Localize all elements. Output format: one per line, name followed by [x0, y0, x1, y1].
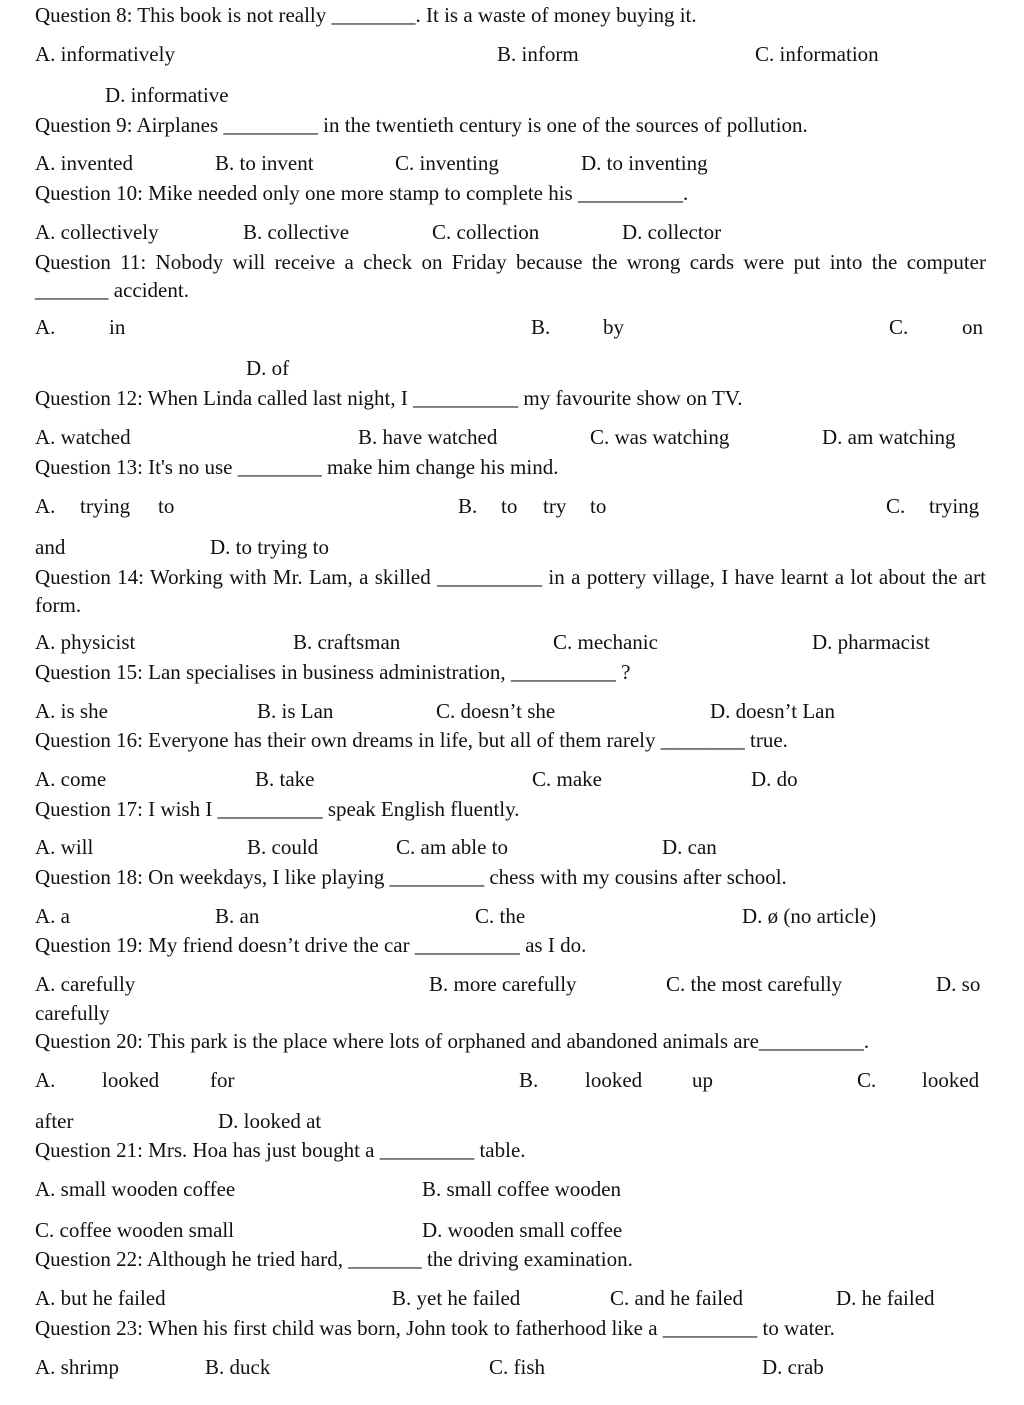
question-20-option-b-word1: looked	[585, 1068, 643, 1092]
question-9-option-b: B. to invent	[215, 151, 314, 175]
question-18-option-c: C. the	[475, 904, 526, 928]
question-20-stem: Question 20: This park is the place where lots of orphaned and abandoned animals are__________.	[35, 1029, 870, 1053]
question-13-option-c-word1: trying	[929, 494, 980, 518]
question-20-option-a-word1: looked	[102, 1068, 160, 1092]
question-15-stem: Question 15: Lan specialises in business administration, __________ ?	[35, 660, 631, 684]
question-13-option-b-word2: try	[543, 494, 567, 518]
question-13-option-b-letter: B.	[458, 494, 478, 518]
question-19-option-a: A. carefully	[35, 972, 136, 996]
question-9-option-d: D. to inventing	[581, 151, 708, 175]
question-11-option-d: D. of	[246, 356, 290, 380]
question-10-option-d: D. collector	[622, 220, 722, 244]
question-16-option-b: B. take	[255, 767, 315, 791]
question-23-option-a: A. shrimp	[35, 1355, 119, 1379]
question-10-stem: Question 10: Mike needed only one more stamp to complete his __________.	[35, 181, 689, 205]
question-10-option-c: C. collection	[432, 220, 540, 244]
question-18-option-a: A. a	[35, 904, 70, 928]
question-14-option-c: C. mechanic	[553, 630, 658, 654]
question-21-option-a: A. small wooden coffee	[35, 1177, 236, 1201]
question-13-option-b-word3: to	[590, 494, 607, 518]
question-22-option-c: C. and he failed	[610, 1286, 743, 1310]
question-8-option-a: A. informatively	[35, 42, 175, 66]
question-19-option-c: C. the most carefully	[666, 972, 843, 996]
question-13-option-c-word2: and	[35, 535, 66, 559]
question-16-option-a: A. come	[35, 767, 107, 791]
question-11-option-c-letter: C.	[889, 315, 909, 339]
question-12-option-c: C. was watching	[590, 425, 730, 449]
question-13-option-a-word2: to	[158, 494, 175, 518]
question-18-option-d: D. ø (no article)	[742, 904, 877, 928]
question-8-option-c: C. information	[755, 42, 879, 66]
question-9-option-c: C. inventing	[395, 151, 499, 175]
question-13-stem: Question 13: It's no use ________ make him change his mind.	[35, 455, 559, 479]
question-20-option-d: D. looked at	[218, 1109, 322, 1133]
question-21-option-c: C. coffee wooden small	[35, 1218, 235, 1242]
question-9-stem: Question 9: Airplanes _________ in the twentieth century is one of the sources of pollution.	[35, 113, 808, 137]
question-10-option-a: A. collectively	[35, 220, 159, 244]
question-11-stem: Question 11: Nobody will receive a check on Friday because the wrong cards were put into the computer _______ accident.	[35, 250, 986, 302]
question-20-option-c-word1: looked	[922, 1068, 980, 1092]
question-16-option-c: C. make	[532, 767, 602, 791]
question-20-option-c-letter: C.	[857, 1068, 877, 1092]
question-15-option-b: B. is Lan	[257, 699, 334, 723]
question-23-option-b: B. duck	[205, 1355, 271, 1379]
question-20-option-a-letter: A.	[35, 1068, 56, 1092]
question-13-option-b-word1: to	[501, 494, 518, 518]
question-19-stem: Question 19: My friend doesn’t drive the car __________ as I do.	[35, 933, 587, 957]
question-17-option-a: A. will	[35, 835, 94, 859]
question-15-option-c: C. doesn’t she	[436, 699, 556, 723]
question-17-option-b: B. could	[247, 835, 319, 859]
question-11-option-b-text: by	[603, 315, 624, 339]
question-12-option-d: D. am watching	[822, 425, 956, 449]
question-20-option-a-word2: for	[210, 1068, 235, 1092]
question-12-stem: Question 12: When Linda called last night, I __________ my favourite show on TV.	[35, 386, 743, 410]
question-22-stem: Question 22: Although he tried hard, _______ the driving examination.	[35, 1247, 633, 1271]
question-17-option-c: C. am able to	[396, 835, 508, 859]
question-12-option-a: A. watched	[35, 425, 131, 449]
question-21-stem: Question 21: Mrs. Hoa has just bought a _________ table.	[35, 1138, 526, 1162]
question-20-option-b-word2: up	[692, 1068, 713, 1092]
question-21-option-b: B. small coffee wooden	[422, 1177, 622, 1201]
question-14-option-a: A. physicist	[35, 630, 136, 654]
question-19-option-d: D. so	[936, 972, 981, 996]
question-20-option-c-word2: after	[35, 1109, 74, 1133]
question-14-stem: Question 14: Working with Mr. Lam, a skilled __________ in a pottery village, I have learnt a lot about the art form.	[35, 565, 986, 617]
question-8-option-b: B. inform	[497, 42, 579, 66]
question-10-option-b: B. collective	[243, 220, 350, 244]
question-22-option-a: A. but he failed	[35, 1286, 166, 1310]
question-13-option-d: D. to trying to	[210, 535, 329, 559]
question-11-option-a-text: in	[109, 315, 126, 339]
question-15-option-d: D. doesn’t Lan	[710, 699, 836, 723]
question-11-option-a-letter: A.	[35, 315, 56, 339]
question-22-option-b: B. yet he failed	[392, 1286, 521, 1310]
question-16-stem: Question 16: Everyone has their own dreams in life, but all of them rarely ________ true.	[35, 728, 788, 752]
question-22-option-d: D. he failed	[836, 1286, 935, 1310]
question-15-option-a: A. is she	[35, 699, 108, 723]
question-20-option-b-letter: B.	[519, 1068, 539, 1092]
question-13-option-c-letter: C.	[886, 494, 906, 518]
question-8-stem: Question 8: This book is not really ________. It is a waste of money buying it.	[35, 3, 697, 27]
question-23-option-c: C. fish	[489, 1355, 546, 1379]
question-13-option-a-letter: A.	[35, 494, 56, 518]
question-18-option-b: B. an	[215, 904, 260, 928]
question-23-stem: Question 23: When his first child was born, John took to fatherhood like a _________ to water.	[35, 1316, 835, 1340]
question-23-option-d: D. crab	[762, 1355, 824, 1379]
question-17-option-d: D. can	[662, 835, 717, 859]
question-11-option-c-text: on	[962, 315, 983, 339]
question-12-option-b: B. have watched	[358, 425, 498, 449]
question-11-option-b-letter: B.	[531, 315, 551, 339]
question-13-option-a-word1: trying	[80, 494, 131, 518]
question-14-option-d: D. pharmacist	[812, 630, 930, 654]
question-17-stem: Question 17: I wish I __________ speak English fluently.	[35, 797, 520, 821]
question-18-stem: Question 18: On weekdays, I like playing _________ chess with my cousins after school.	[35, 865, 787, 889]
question-9-option-a: A. invented	[35, 151, 133, 175]
question-19-option-b: B. more carefully	[429, 972, 577, 996]
question-16-option-d: D. do	[751, 767, 798, 791]
question-14-option-b: B. craftsman	[293, 630, 401, 654]
question-19-option-d-cont: carefully	[35, 1001, 110, 1025]
question-21-option-d: D. wooden small coffee	[422, 1218, 623, 1242]
question-8-option-d: D. informative	[105, 83, 229, 107]
